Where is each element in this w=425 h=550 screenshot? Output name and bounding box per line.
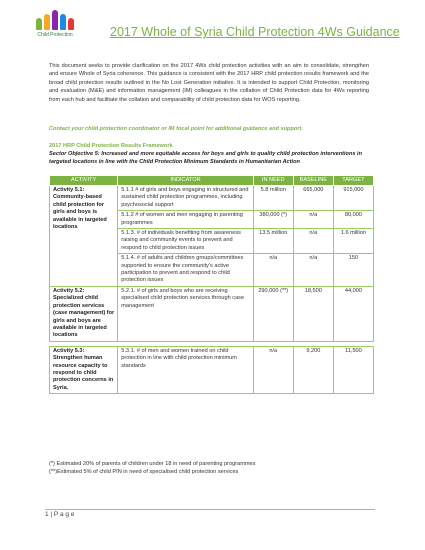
activity-cell: Activity 5.1: Community-based child protection for girls and boys is available in targeted locations [50,186,118,287]
baseline-cell: n/a [293,229,333,254]
baseline-cell: n/a [293,211,333,229]
document-title: 2017 Whole of Syria Child Protection 4Ws Guidance [110,25,400,39]
baseline-cell: n/a [293,254,333,287]
in-need-cell: 290,000 (**) [253,286,293,341]
indicator-cell: 5.1.1 # of girls and boys engaging in structured and sustained child protection programmes, including psychosocial support [118,186,253,211]
in-need-cell: n/a [253,254,293,287]
section-title: 2017 HRP Child Protection Results Framework [49,143,173,149]
results-table [49,175,374,394]
target-cell: 11,500 [333,346,373,393]
footer-divider [45,509,375,510]
table-row [50,186,374,211]
contact-note: Contact your child protection coordinator or IM focal point for additional guidance and support. [49,126,303,132]
logo-figures-icon [30,10,80,30]
header-in-need: IN NEED [253,176,293,186]
in-need-cell: 5.8 million [253,186,293,211]
target-cell: 80,000 [333,211,373,229]
target-cell: 1.6 million [333,229,373,254]
page-number: 1 | P a g e [45,511,75,518]
footnote: (**)Estimated 5% of child PIN in need of specialised child protection services [49,469,239,475]
footnotes [49,460,255,476]
indicator-cell: 5.1.4. # of adults and children groups/committees supported to ensure the community's active participation to prevent and respond to child protection issues [118,254,253,287]
indicator-cell: 5.1.2 # of women and men engaging in parenting programmes [118,211,253,229]
activity-cell: Activity 5.2: Specialized child protection services (case management) for girls and boys are available in targeted locations [50,286,118,341]
sector-objective: Sector Objective 5: Increased and more equitable access for boys and girls to quality child protection interventions in targeted locations in line with the Child Protection Minimum Standards in Humanitarian Action [49,151,363,165]
header-baseline: BASELINE [293,176,333,186]
in-need-cell: 380,000 (*) [253,211,293,229]
header-indicator: INDICATOR [118,176,253,186]
table-header-row [50,176,374,186]
indicator-cell: 5.3.1. # of men and women trained on child protection in line with child protection minimum standards [118,346,253,393]
in-need-cell: 13.5 million [253,229,293,254]
indicator-cell: 5.1.3. # of individuals benefiting from awareness raising and community events to prevent and respond to child protection issues [118,229,253,254]
target-cell: 44,000 [333,286,373,341]
baseline-cell: 9,200 [293,346,333,393]
child-protection-logo [30,10,80,42]
header-activity: ACTIVITY [50,176,118,186]
table-row [50,286,374,341]
baseline-cell: 665,000 [293,186,333,211]
target-cell: 150 [333,254,373,287]
baseline-cell: 18,500 [293,286,333,341]
header-target: TARGET [333,176,373,186]
footnote: (*) Estimated 20% of parents of children under 18 in need of parenting programmes [49,461,256,467]
activity-cell: Activity 5.3: Strengthen human resource capacity to respond to child protection concerns in Syria. [50,346,118,393]
in-need-cell: n/a [253,346,293,393]
indicator-cell: 5.2.1. # of girls and boys who are receiving specialised child protection services through case management [118,286,253,341]
table-row [50,346,374,393]
logo-text: Child Protection [37,32,73,38]
intro-paragraph: This document seeks to provide clarification on the 2017 4Ws child protection activities with an aim to consolidate, strengthen and ensure Whole of Syria coherence. This guidance is consistent with the 2017 HRP child protection results framework and the broad child protection results outlined in the No Lost Generation initiative. It is intended to support Child Protection, monitoring and evaluation (M&E) and information management (IM) colleagues in the collation of Child Protection data for 4Ws reporting from each hub and facilitate the collation and comparability of child protection data for WOS reporting. [49,63,369,103]
target-cell: 915,000 [333,186,373,211]
